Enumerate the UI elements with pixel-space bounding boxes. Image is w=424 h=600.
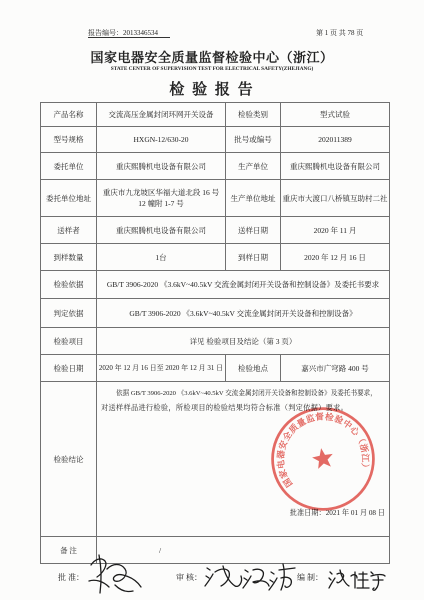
- sample-arrival-date-label: 到样日期: [226, 244, 281, 271]
- test-basis-label: 检验依据: [41, 271, 97, 299]
- table-row: [41, 355, 390, 382]
- table-row: [41, 153, 390, 180]
- test-date-label: 检验日期: [41, 355, 97, 382]
- table-row: [41, 328, 390, 355]
- signature-stroke: [107, 565, 141, 592]
- product-name-value: 交流高压金属封闭环网开关设备: [97, 103, 226, 127]
- table-row: [41, 217, 390, 244]
- organization-name-cn: 国家电器安全质量监督检验中心（浙江）: [90, 50, 334, 65]
- judgment-basis-value: GB/T 3906-2020 《3.6kV~40.5kV 交流金属封闭开关设备和控制设备》: [97, 299, 390, 328]
- remarks-value: /: [97, 537, 390, 564]
- approval-date: 批准日期：2021 年 01 月 08 日: [289, 509, 385, 517]
- sample-quantity-value: 1台: [97, 244, 226, 271]
- table-row: [41, 180, 390, 217]
- signature-stroke: [205, 566, 242, 586]
- manufacturer-address-label: 生产单位地址: [226, 180, 281, 217]
- compiler-label: 编 制：: [297, 573, 323, 582]
- manufacturer-label: 生产单位: [226, 153, 281, 180]
- manufacturer-address-value: 重庆市大渡口八桥镇互助村二社: [281, 180, 390, 217]
- table-row: [41, 382, 390, 537]
- test-items-label: 检验项目: [41, 328, 97, 355]
- judgment-basis-label: 判定依据: [41, 299, 97, 328]
- conclusion-text-line: 依据 GB/T 3906-2020 《3.6kV~40.5kV 交流金属封闭开关设备和控制设备》及委托书要求，: [116, 390, 377, 397]
- table-row: [41, 271, 390, 299]
- client-label: 委托单位: [41, 153, 97, 180]
- batch-no-value: 202011389: [281, 127, 390, 153]
- approver-signature: [85, 551, 145, 597]
- table-row: [41, 244, 390, 271]
- test-location-label: 检验地点: [226, 355, 281, 382]
- page-indicator: 第 1 页 共 78 页: [316, 29, 364, 37]
- seal-text: [267, 403, 375, 491]
- client-address-value: [97, 180, 226, 217]
- signature-stroke: [269, 564, 295, 590]
- signature-stroke: [371, 572, 385, 590]
- approver-label: 批 准：: [58, 573, 84, 582]
- sample-quantity-label: 到样数量: [41, 244, 97, 271]
- sample-send-date-label: 送样日期: [226, 217, 281, 244]
- test-basis-value: GB/T 3906-2020 《3.6kV~40.5kV 交流金属封闭开关设备和控制设备》及委托书要求: [97, 271, 390, 299]
- report-info-table: [40, 102, 390, 564]
- reviewer-label: 审 核：: [176, 573, 202, 582]
- product-name-label: 产品名称: [41, 103, 97, 127]
- client-address-line: 12 幢附 1-7 号: [138, 199, 184, 208]
- document-title: 检 验 报 告: [169, 82, 255, 98]
- sample-arrival-date-value: 2020 年 12 月 16 日: [281, 244, 390, 271]
- signature-stroke: [351, 572, 369, 588]
- batch-no-label: 批号或编号: [226, 127, 281, 153]
- manufacturer-value: 重庆熙腾机电设备有限公司: [281, 153, 390, 180]
- official-seal: [259, 395, 386, 522]
- seal-star-icon: [311, 446, 335, 469]
- signature-stroke: [89, 555, 109, 593]
- report-number: 报告编号：2013346534: [88, 29, 170, 38]
- table-row: [41, 127, 390, 153]
- conclusion-label: 检验结论: [41, 382, 97, 537]
- model-spec-value: HXGN-12/630-20: [97, 127, 226, 153]
- seal-arc-text: 国家电器安全质量监督检验中心（浙江）: [276, 412, 370, 489]
- model-spec-label: 型号规格: [41, 127, 97, 153]
- test-items-value: 详见 检验项目及结论（第 3 页）: [97, 328, 390, 355]
- conclusion-cell: [97, 382, 390, 537]
- client-address-line: 重庆市九龙坡区华福大道北段 16 号: [102, 188, 220, 197]
- signature-stroke: [243, 569, 269, 588]
- test-date-value: 2020 年 12 月 16 日至 2020 年 12 月 31 日: [97, 355, 226, 382]
- conclusion-text-line: 对送样样品进行检验，所检项目的检验结果均符合标准（判定依据）要求。: [101, 404, 349, 412]
- test-category-value: 型式试验: [281, 103, 390, 127]
- remarks-label: 备 注: [41, 537, 97, 564]
- table-row: [41, 103, 390, 127]
- reviewer-signature: [203, 560, 299, 594]
- table-row: [41, 299, 390, 328]
- sample-send-date-value: 2020 年 11 月: [281, 217, 390, 244]
- test-location-value: 嘉兴市广穹路 400 号: [281, 355, 390, 382]
- sample-sender-value: 重庆熙腾机电设备有限公司: [97, 217, 226, 244]
- organization-name-en: STATE CENTER OF SUPERVISION TEST FOR ELECTRICAL SAFETY(ZHEJIANG): [110, 66, 314, 72]
- test-category-label: 检验类别: [226, 103, 281, 127]
- sample-sender-label: 送样者: [41, 217, 97, 244]
- client-address-label: 委托单位地址: [41, 180, 97, 217]
- conclusion-body: [97, 382, 389, 535]
- signature-stroke: [329, 570, 349, 588]
- compiler-signature: [327, 566, 387, 592]
- client-value: 重庆熙腾机电设备有限公司: [97, 153, 226, 180]
